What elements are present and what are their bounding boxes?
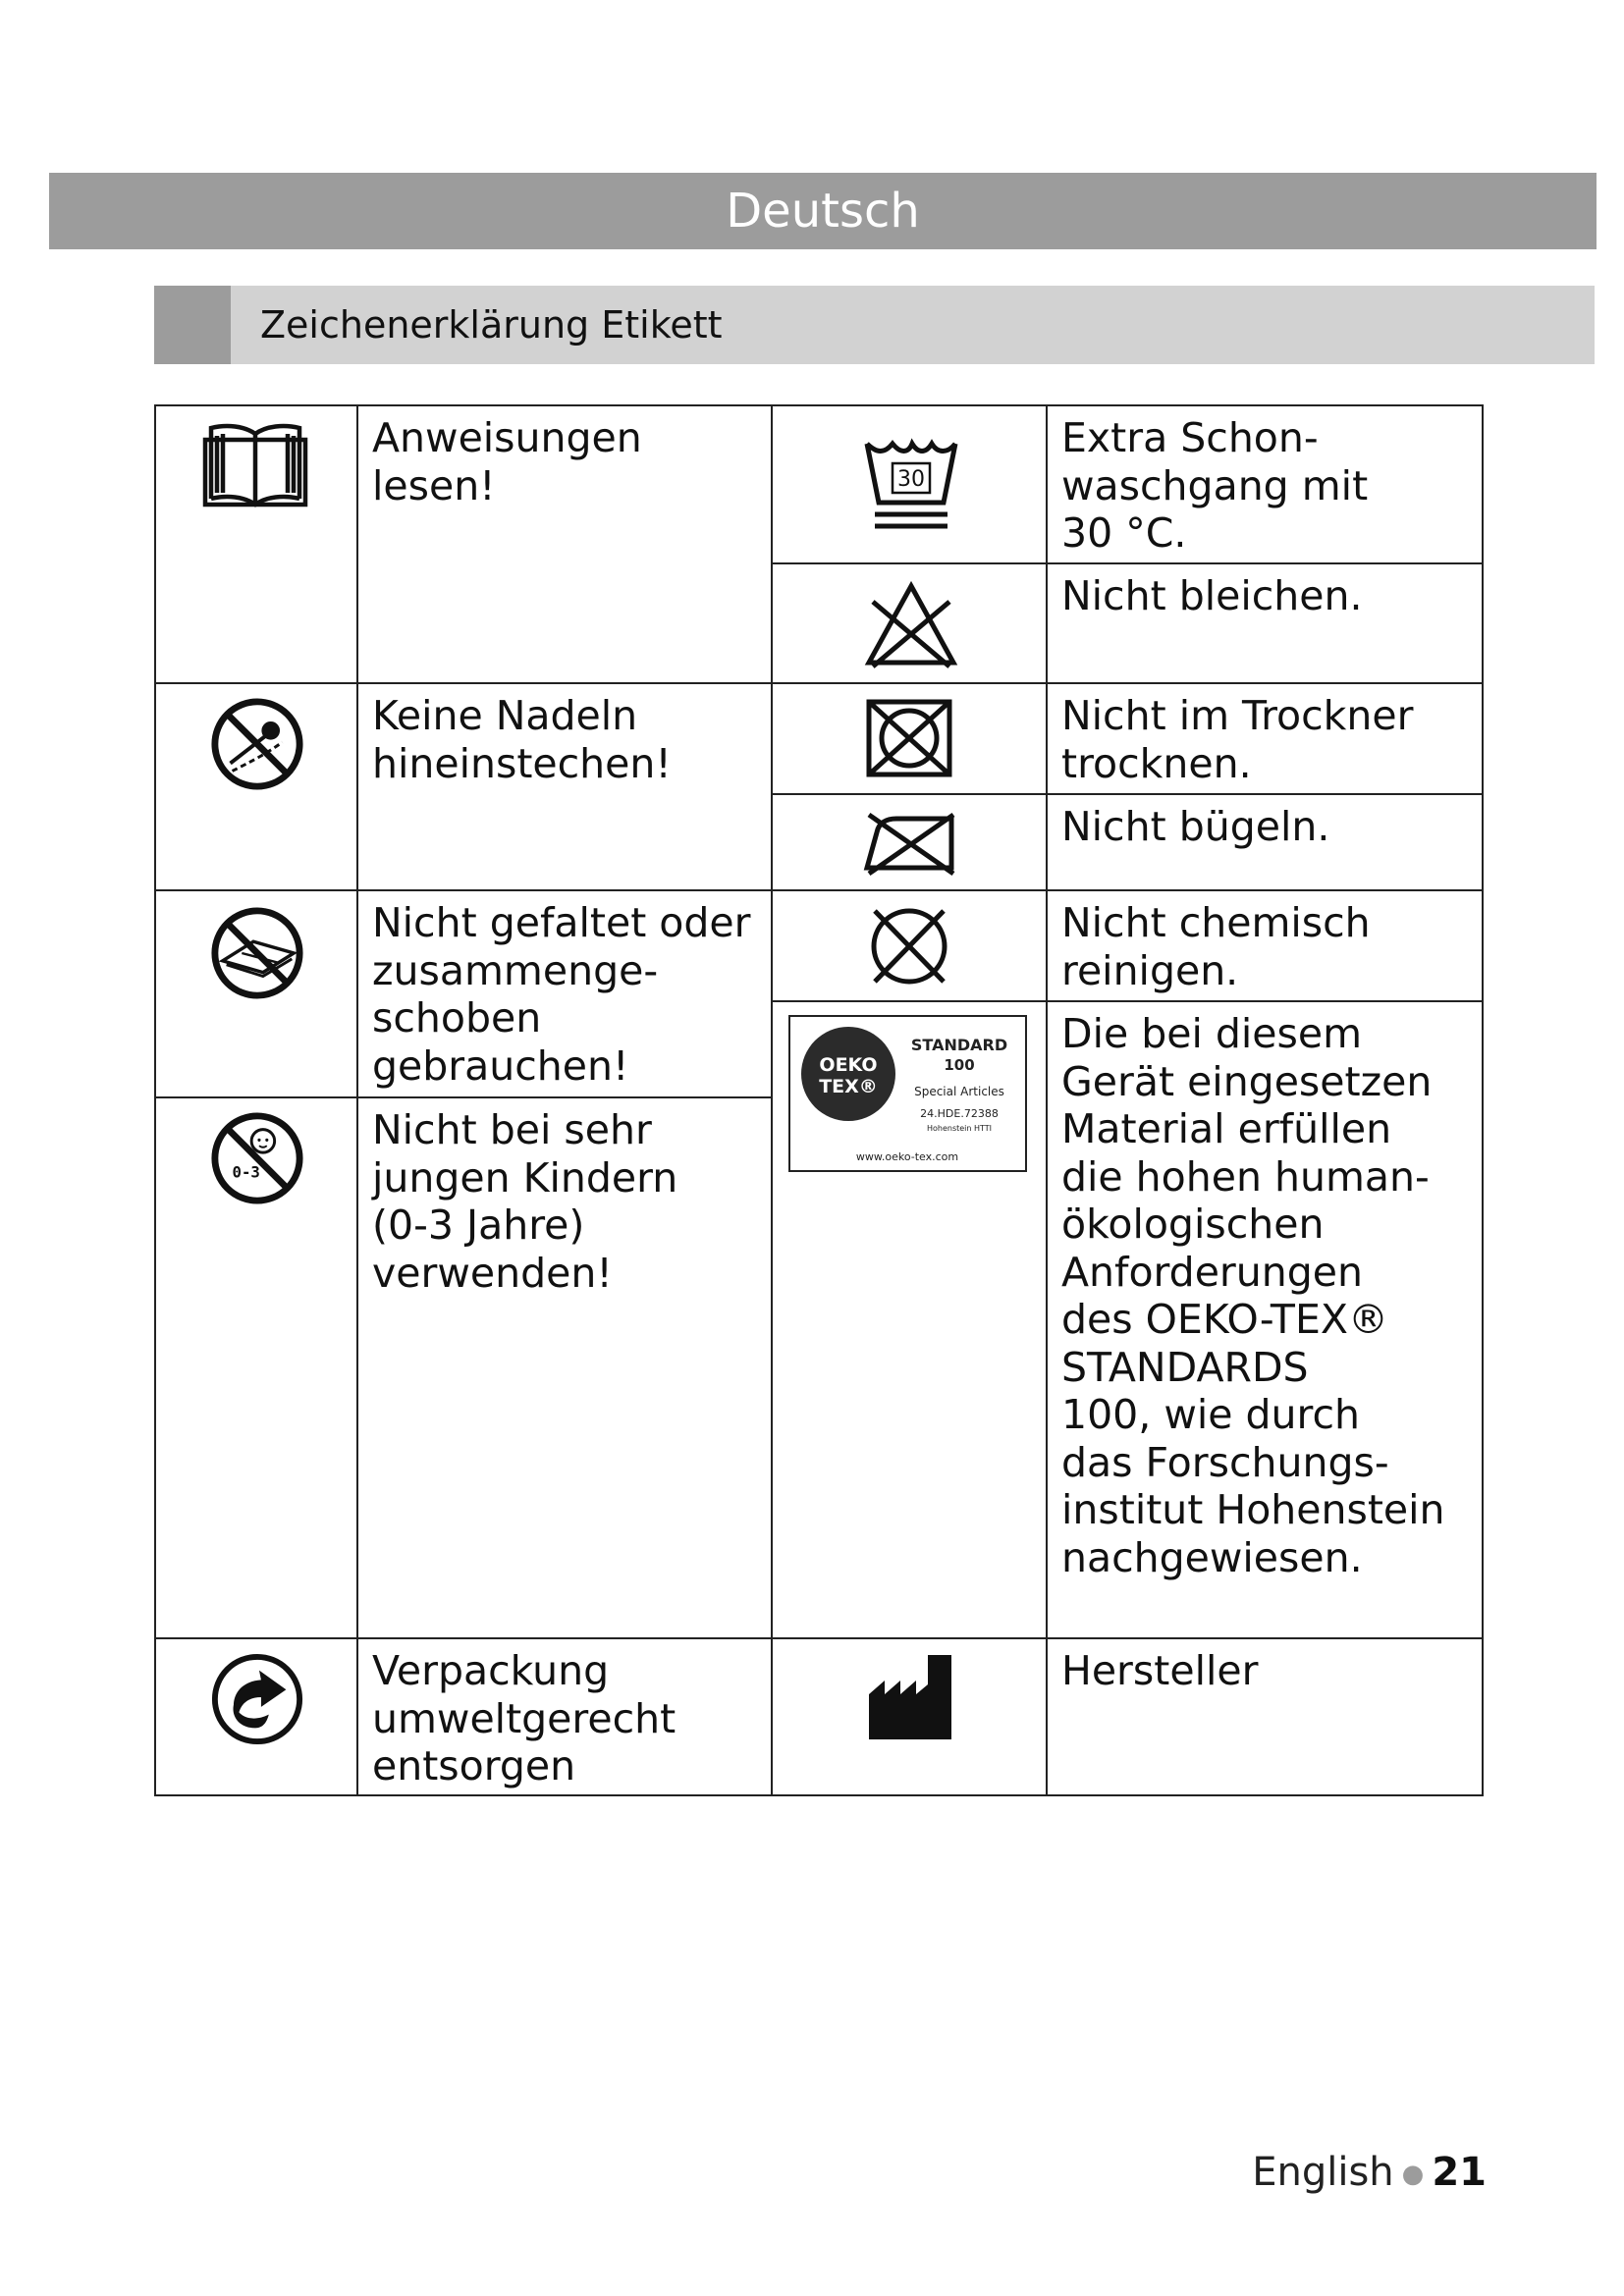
text-cell-no-bleach <box>1046 562 1484 684</box>
text-cell-no-folded <box>356 889 773 1098</box>
text-cell-manufacturer <box>1046 1637 1484 1796</box>
text-cell-no-children <box>356 1096 773 1639</box>
text-cell-no-dry-clean <box>1046 889 1484 1002</box>
oeko-tex-logo <box>790 1017 1025 1170</box>
text-cell-no-tumble-dry <box>1046 682 1484 795</box>
wash-30-icon <box>863 436 959 534</box>
wash-temperature-label: 30 <box>897 467 925 492</box>
icon-cell-no-children <box>154 1096 358 1639</box>
icon-cell-wash-30 <box>771 404 1048 564</box>
oeko-institute-text: Hohenstein HTTI <box>926 1124 993 1133</box>
green-dot-recycling-icon <box>209 1651 305 1747</box>
oeko-logo-line1: OEKO <box>819 1054 878 1076</box>
language-header: Deutsch <box>49 173 1597 249</box>
no-tumble-dry-icon <box>863 698 955 778</box>
oeko-tex-text: Die bei diesem Gerät eingesetzen Material erfüllen die hohen human- ökologischen Anforderungen des OEKO-TEX® STANDARDS 100, wie durch das Forschungs- institut Hohenstein nachgewiesen. <box>1061 1010 1445 1581</box>
packaging-text: Verpackung umweltgerecht entsorgen <box>372 1647 677 1789</box>
icon-cell-manufacturer <box>771 1637 1048 1796</box>
text-cell-no-iron <box>1046 793 1484 891</box>
no-children-text: Nicht bei sehr jungen Kindern (0-3 Jahre) verwenden! <box>372 1106 678 1297</box>
text-cell-no-needles <box>356 682 773 891</box>
footer-language: English <box>1252 2150 1394 2195</box>
no-children-icon <box>209 1110 305 1206</box>
manual-book-icon <box>201 422 309 512</box>
no-bleach-text: Nicht bleichen. <box>1061 572 1363 619</box>
icon-cell-no-folded <box>154 889 358 1098</box>
no-iron-icon <box>863 809 957 880</box>
icon-cell-packaging <box>154 1637 358 1796</box>
oeko-code-text: 24.HDE.72388 <box>920 1107 999 1120</box>
icon-cell-no-iron <box>771 793 1048 891</box>
wash-30-text: Extra Schon- waschgang mit 30 °C. <box>1061 414 1369 557</box>
page-number: 21 <box>1432 2150 1487 2195</box>
oeko-url-text: www.oeko-tex.com <box>855 1150 959 1163</box>
no-folded-text: Nicht gefaltet oder zusammenge- schoben gebrauchen! <box>372 899 751 1090</box>
section-title: Zeichenerklärung Etikett <box>260 303 723 347</box>
text-cell-packaging <box>356 1637 773 1796</box>
oeko-tex-label <box>788 1015 1027 1172</box>
text-cell-oeko-tex <box>1046 1000 1484 1639</box>
child-age-label: 0-3 <box>232 1162 260 1182</box>
oeko-number-text: 100 <box>944 1056 975 1074</box>
section-header <box>154 286 1595 364</box>
oeko-logo-line2: TEX® <box>819 1076 878 1097</box>
text-cell-wash-30 <box>1046 404 1484 564</box>
no-bleach-icon <box>863 580 959 670</box>
no-dry-clean-icon <box>865 905 953 988</box>
read-instructions-text: Anweisungen lesen! <box>372 414 642 509</box>
text-cell-read-instructions <box>356 404 773 684</box>
icon-cell-no-needles <box>154 682 358 891</box>
no-needles-icon <box>209 696 305 792</box>
manufacturer-factory-icon <box>865 1651 955 1741</box>
no-folded-icon <box>209 905 305 1001</box>
section-marker <box>154 286 231 364</box>
footer-separator: ● <box>1401 2160 1425 2189</box>
icon-cell-no-dry-clean <box>771 889 1048 1002</box>
icon-cell-no-bleach <box>771 562 1048 684</box>
icon-cell-read-instructions <box>154 404 358 684</box>
oeko-category-text: Special Articles <box>914 1085 1004 1098</box>
icon-cell-no-tumble-dry <box>771 682 1048 795</box>
manufacturer-text: Hersteller <box>1061 1647 1259 1694</box>
page-footer <box>1252 2150 1487 2195</box>
no-iron-text: Nicht bügeln. <box>1061 803 1330 850</box>
oeko-standard-text: STANDARD <box>910 1036 1008 1054</box>
no-dry-clean-text: Nicht chemisch reinigen. <box>1061 899 1371 994</box>
no-tumble-dry-text: Nicht im Trockner trocknen. <box>1061 692 1414 787</box>
no-needles-text: Keine Nadeln hineinstechen! <box>372 692 672 787</box>
